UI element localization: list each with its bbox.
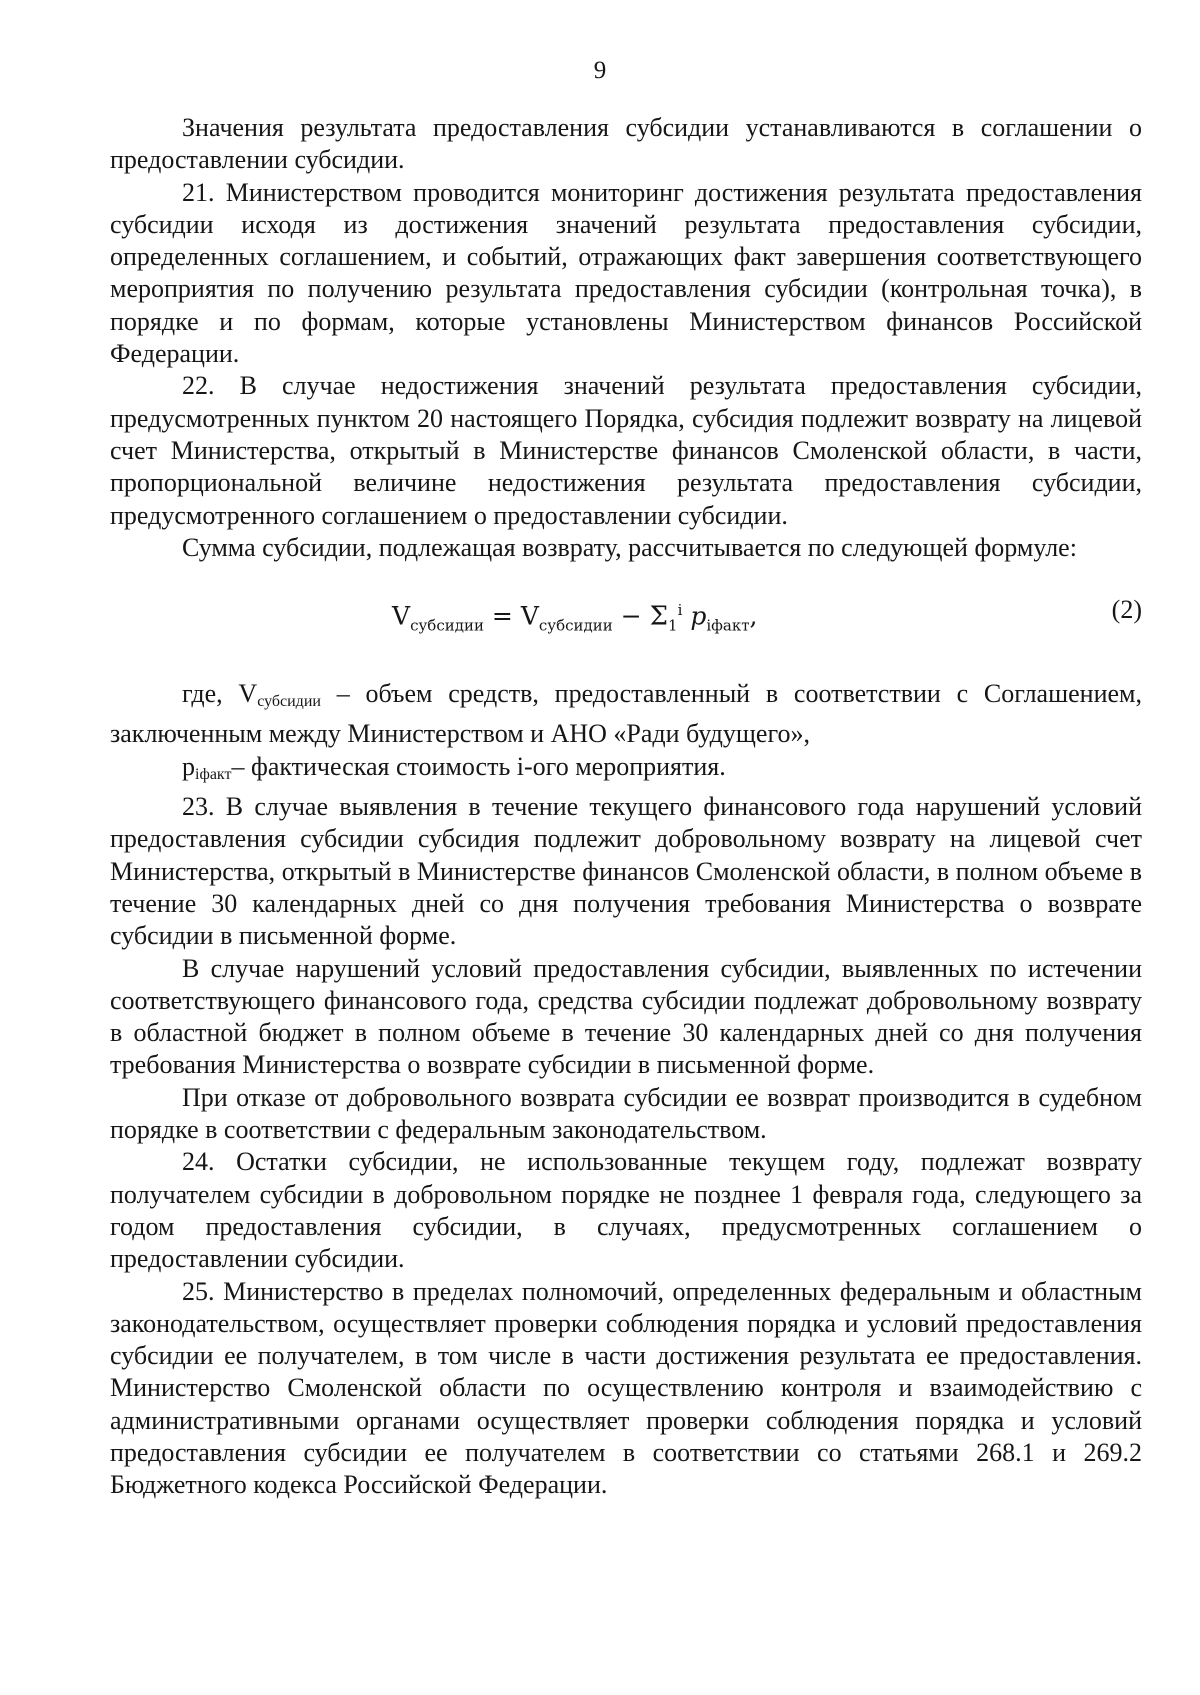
formula-rhs-var: V: [520, 601, 539, 631]
formula-number: (2): [1111, 595, 1142, 625]
formula-equals: =: [491, 601, 513, 631]
p-def-var: p: [182, 751, 195, 781]
refund-formula: [392, 590, 757, 645]
paragraph-21-monitoring: 21. Министерством проводится мониторинг достижения результата предоставления субсидии исходя из достижения значений результата предоставления субсидии, определенных соглашением, и событий, отражающих факт завершения соответствующего мероприятия по получению результата предоставления субсидии (контрольная точка), в порядке и по формам, которые установлены Министерством финансов Российской Федерации.: [110, 177, 1142, 369]
formula-lhs-sub: субсидии: [410, 616, 484, 635]
paragraph-result-values: Значения результата предоставления субсидии устанавливаются в соглашении о предоставлении субсидии.: [110, 113, 1142, 175]
paragraph-violations-after-year: В случае нарушений условий предоставления субсидии, выявленных по истечении соответствующего финансового года, средства субсидии подлежат добровольному возврату в областной бюджет в полном объеме в течение 30 календарных дней со дня получения требования Министерства о возврате субсидии в письменной форме.: [110, 953, 1142, 1080]
where-text: – объем средств, предоставленный в соответствии с Соглашением, заключенным между Министерством и АНО «Ради будущего»,: [110, 679, 1142, 749]
paragraph-23-violations: 23. В случае выявления в течение текущего финансового года нарушений условий предоставления субсидии субсидия подлежит добровольному возврату на лицевой счет Министерства, открытый в Министерстве финансов Смоленской области, в полном объеме в течение 30 календарных дней со дня получения требования Министерства о возврате субсидии в письменной форме.: [110, 792, 1142, 951]
paragraph-24-remainders: 24. Остатки субсидии, не использованные текущем году, подлежат возврату получателем субсидии в добровольном порядке не позднее 1 февраля года, следующего за годом предоставления субсидии, в случаях, предусмотренных соглашением о предоставлении субсидии.: [110, 1147, 1142, 1274]
paragraph-formula-intro: Сумма субсидии, подлежащая возврату, рассчитывается по следующей формуле:: [182, 532, 1077, 562]
formula-sum-lower: 1: [668, 616, 678, 635]
paragraph-22-refund: 22. В случае недостижения значений результата предоставления субсидии, предусмотренных пунктом 20 настоящего Порядка, субсидия подлежит возврату на лицевой счет Министерства, открытый в Министерстве финансов Смоленской области, в части, пропорциональной величине недостижения результата предоставления субсидии, предусмотренного соглашением о предоставлении субсидии.: [110, 371, 1142, 530]
where-prefix: где, V: [182, 679, 258, 709]
page-number: 9: [593, 57, 607, 84]
p-def-sub: iфакт: [195, 765, 232, 783]
paragraph-where-definition: [110, 678, 1142, 751]
formula-p-var: p: [690, 601, 707, 631]
formula-trailing: ,: [749, 601, 758, 631]
paragraph-court-refund: При отказе от добровольного возврата субсидии ее возврат производится в судебном порядке в соответствии с федеральным законодательством.: [110, 1082, 1142, 1145]
where-sub: субсидии: [257, 693, 321, 711]
formula-sum-symbol: Σ: [649, 601, 669, 632]
paragraph-25-inspections: 25. Министерство в пределах полномочий, определенных федеральным и областным законодательством, осуществляет проверки соблюдения порядка и условий предоставления субсидии ее получателем, в том числе в части достижения результата ее предоставления. Министерство Смоленской области по осуществлению контроля и взаимодействию с административными органами осуществляет проверки соблюдения порядка и условий предоставления субсидии ее получателем в соответствии со статьями 268.1 и 269.2 Бюджетного кодекса Российской Федерации.: [110, 1276, 1142, 1500]
p-def-text: – фактическая стоимость i-ого мероприятия.: [231, 751, 726, 781]
formula-minus: −: [620, 601, 642, 631]
formula-sum-upper: i: [677, 601, 683, 620]
formula-block: [110, 590, 1142, 648]
formula-lhs-var: V: [392, 601, 411, 631]
formula-p-sub: iфакт: [706, 616, 750, 635]
formula-rhs-sub: субсидии: [538, 616, 613, 635]
paragraph-p-definition: [110, 751, 1142, 791]
document-body: [110, 112, 1142, 1502]
